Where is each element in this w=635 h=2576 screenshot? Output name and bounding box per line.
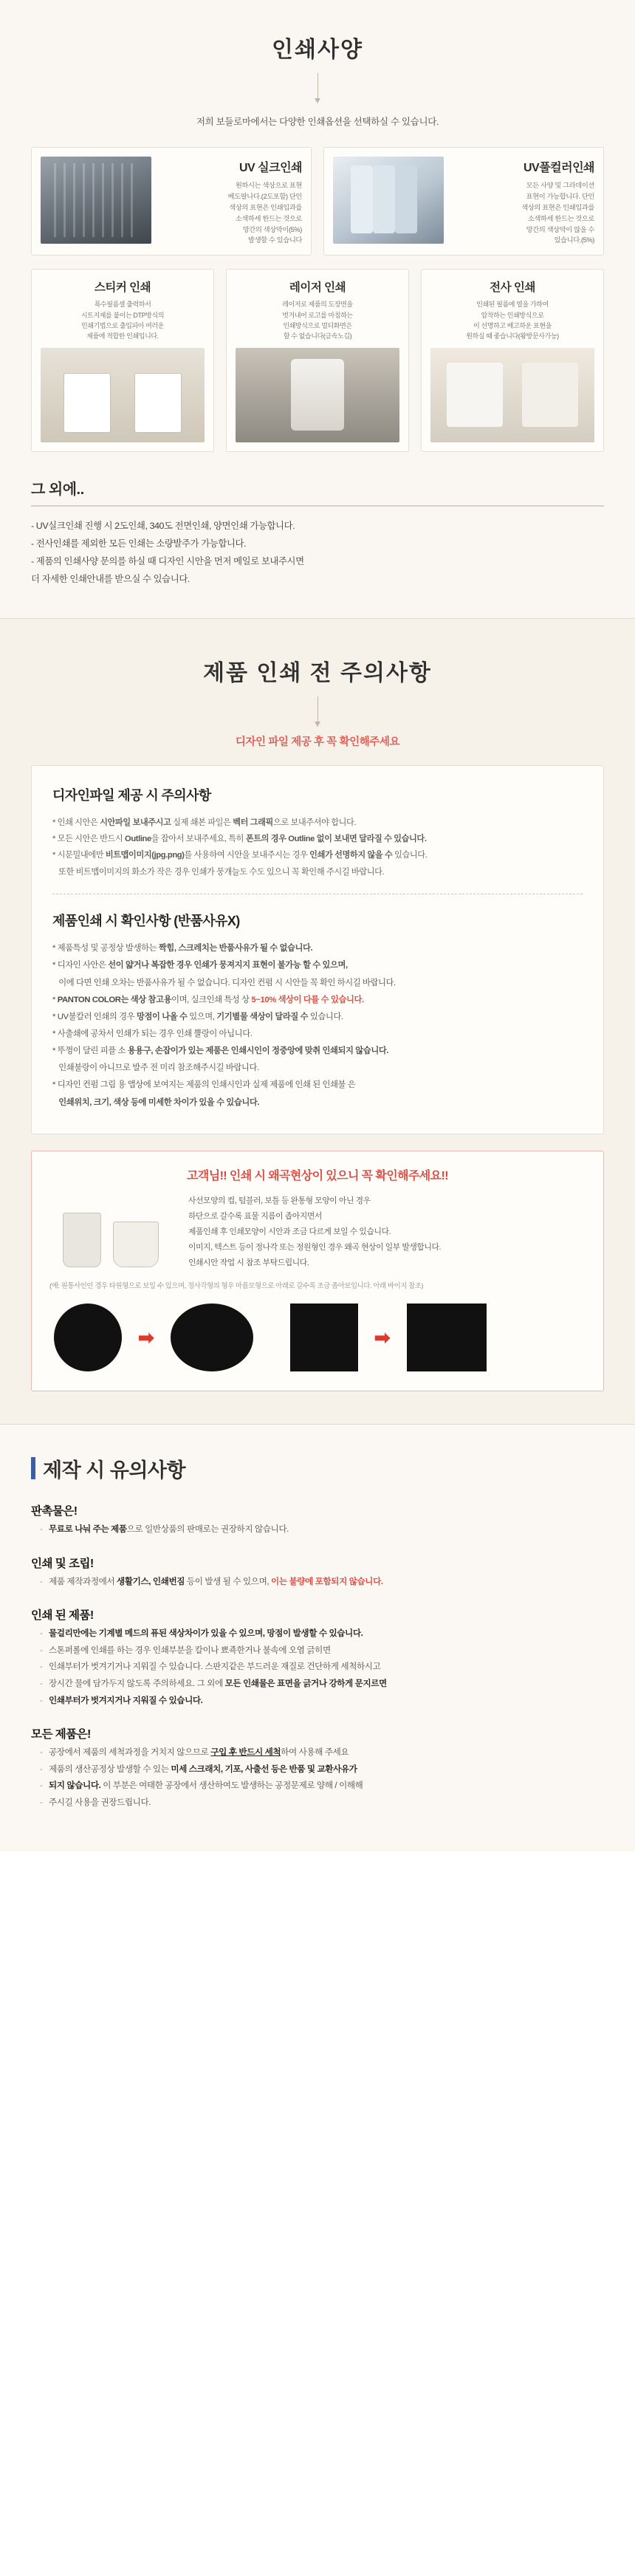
list-item: * 뚜껑이 달린 피플 소 용용구, 손잡이가 있는 제품은 인쇄시인이 정중앙에 맞취 인쇄되지 않습니다. (52, 1046, 389, 1056)
list-item: * PANTON COLOR는 색상 참고용이며, 실크인쇄 특성 상 5~10% 색상이 다를 수 있습니다. (52, 995, 364, 1004)
note-group (31, 1725, 604, 1811)
section2-title: 제품 인쇄 전 주의사항 (203, 660, 432, 685)
design-file-notes (52, 815, 583, 881)
list-item: - 인쇄부터가 벗겨기거나 지워질 수 있습니다. 스판지같은 부드러운 재질로 건단하게 세척하시고 (49, 1659, 604, 1676)
print-check-heading: 제품인쇄 시 확인사항 (반품사유X) (52, 914, 240, 929)
distortion-warning-box (31, 1151, 604, 1391)
list-item: - 제품 제작과정에서 생활기스, 인쇄번짐 등이 발생 될 수 있으며, 이는 불량에 포함되지 않습니다. (49, 1574, 604, 1591)
list-item: - 물걸리만에는 기계별 메드의 퓨된 색상차이가 있을 수 있으며, 망점이 발생할 수 있습니다. (49, 1626, 604, 1642)
list-item: - 제품의 인쇄사양 문의를 하실 때 디자인 시안을 먼저 메일로 보내주시면 (31, 556, 304, 567)
laser-print-photo (236, 348, 399, 442)
card-heading: 전사 인쇄 (490, 281, 535, 295)
list-item: 사선모양의 컵, 텀블러, 보틀 등 완통형 모양이 아닌 경우 (188, 1196, 371, 1205)
list-item: - 인쇄부터가 벗겨지거나 지워질 수 있습니다. (49, 1693, 604, 1710)
transfer-print-photo (430, 348, 594, 442)
list-item: 하단으로 갈수록 표물 지름이 좁아지면서 (188, 1211, 322, 1221)
card-uv-silk (31, 147, 312, 256)
card-transfer (421, 269, 604, 452)
card-description: 폭수필름셀 출력하서 시트지제를 붙이는 DTP방식의 인쇄기법으로 출입피아 여러운 제품에 적합한 인쇄입니다. (80, 301, 165, 340)
arrow-right-icon: ➡ (374, 1326, 391, 1349)
note-group-heading: 인쇄 및 조립! (31, 1557, 94, 1570)
note-group-list (31, 1574, 604, 1591)
section3-title: 제작 시 유의사항 (31, 1454, 604, 1483)
list-item: 이에 다면 인쇄 오차는 반품사유가 될 수 없습니다. 디자인 컨펌 시 시안들 꼭 확인 하시길 바랍니다. (52, 978, 396, 987)
uv-full-color-print-photo (333, 157, 444, 244)
cards-row-top (31, 147, 604, 256)
cautions-panel (31, 765, 604, 1134)
section1-title: 인쇄사양 (272, 38, 363, 62)
list-item: 인쇄시안 작업 시 참조 부탁드립니다. (188, 1258, 309, 1267)
list-item: * 제품특성 및 공정상 발생하는 짝힘, 스크레치는 반품사유가 될 수 없습니다. (52, 944, 313, 953)
note-group (31, 1555, 604, 1591)
card-description: 원하시는 색상으로 표현 베도팔나다.(2도포함) 단인 색상의 표현은 인쇄입과를 소색하세 한드는 것으로 망간의 색상막이(5%) 발생할 수 있습니다 (227, 182, 302, 244)
card-heading: 레이저 인쇄 (289, 281, 346, 295)
list-item: * 인쇄 시안은 시안파일 보내주시고 실제 쇄본 파일은 벡터 그래픽으로 보내주셔야 합니다. (52, 818, 357, 827)
note-group (31, 1502, 604, 1538)
list-item: - 되지 않습니다. 이 부분은 여태한 공장에서 생산하여도 발생하는 공정문제로 양해 / 이해해 (49, 1778, 604, 1795)
design-file-heading: 디자인파일 제공 시 주의사항 (52, 787, 211, 803)
card-heading: UV 실크인쇄 (239, 162, 302, 174)
note-group-heading: 모든 제품은! (31, 1728, 91, 1741)
section-production-notes (0, 1424, 635, 1852)
production-notes-groups (31, 1502, 604, 1812)
note-group-list (31, 1744, 604, 1811)
card-laser (226, 269, 409, 452)
etc-list (31, 517, 604, 589)
list-item: * 모든 시안은 반드시 Outline을 잡아서 보내주세요, 특히 폰트의 경우 Outline 없이 보내면 달라질 수 있습니다. (52, 834, 427, 843)
list-item: * 사출쇄에 공차서 인쇄가 되는 경우 인쇄 뿔랑이 아닙니다. (52, 1029, 253, 1038)
tumbler-shape (113, 1222, 159, 1267)
warning-footnote: (예: 원통사인인 경우 타원형으로 보일 수 있으며, 정사각형의 형우 마름모형으로 아래로 갈수록 조금 좁아보입니다. 아래 바이지 참조) (49, 1281, 424, 1289)
list-item: - 공장에서 제품의 세척과정을 거치지 않으므로 구입 후 반드시 세척하여 사용해 주세요 (49, 1744, 604, 1761)
list-item: * 시문밀내에만 비트맵이미지(jpg.png)를 사용하여 시안을 보내주시는 경우 인쇄가 선명하지 않을 수 있습니다. (52, 851, 428, 860)
print-check-list (52, 940, 583, 1111)
section-pre-print-cautions (0, 618, 635, 1424)
print-method-cards (31, 147, 604, 452)
arrow-right-icon: ➡ (138, 1326, 154, 1349)
warning-heading: 고객님!! 인쇄 시 왜곡현상이 있으니 꼭 확인해주세요!! (187, 1169, 448, 1182)
square-shape (290, 1304, 358, 1371)
note-group-list (31, 1626, 604, 1709)
list-item: 또한 비트맵이미지의 화소가 작은 경우 인쇄가 뭉개늘도 수도 있으니 꼭 확인해 주시길 바랍니다. (52, 867, 385, 877)
card-heading: 스티커 인쇄 (94, 281, 151, 295)
list-item: - 무료로 나눠 주는 제품으로 일반상품의 판매로는 권장하지 않습니다. (49, 1521, 604, 1538)
card-description: 레이저로 제품의 도장면을 벗겨내어 로고를 마칩하는 인쇄방식으로 멀티화면은 할 수 없습니다(금속노깁) (282, 301, 353, 340)
list-item: * UV불칼러 인쇄의 경우 망점이 나올 수 있으며, 기기별물 색상이 달라질 수 있습니다. (52, 1012, 343, 1021)
list-item: - 주시길 사용을 권장드립니다. (49, 1795, 604, 1812)
etc-heading: 그 외에.. (31, 477, 604, 507)
trapezoid-shape (407, 1304, 487, 1371)
ellipse-shape (171, 1304, 253, 1371)
cup-illustration (49, 1193, 175, 1270)
sticker-print-photo (41, 348, 205, 442)
section2-subtitle: 디자인 파일 제공 후 꼭 확인해주세요 (235, 736, 400, 748)
cards-row-bottom (31, 269, 604, 452)
list-item: 인쇄위치, 크기, 색상 등에 미세한 차이가 있을 수 있습니다. (58, 1097, 260, 1107)
note-group-list (31, 1521, 604, 1538)
section-print-spec (0, 0, 635, 618)
note-group-heading: 판촉물은! (31, 1504, 78, 1518)
list-item: 제품인쇄 후 인쇄모양이 시안과 조금 다르게 보일 수 있습니다. (188, 1227, 391, 1236)
card-description: 모든 사양 및 그라데이션 표현이 가능합니다. 단인 색상의 표현은 인쇄입과를 소색하세 한드는 것으로 망간의 색상막이 않을 수 있습니다.(5%) (521, 182, 594, 244)
list-item: - 제품의 생산공정상 발생할 수 있는 미세 스크래치, 기포, 사출선 등은 반품 및 교환사유가 (49, 1761, 604, 1778)
tapered-cup-shape (63, 1213, 101, 1267)
card-heading: UV풀컬러인쇄 (523, 162, 594, 174)
list-item: 더 자세한 인쇄안내를 받으실 수 있습니다. (31, 574, 190, 585)
section1-lead: 저희 보들로마에서는 다양한 인쇄옵션을 선택하실 수 있습니다. (196, 117, 439, 127)
list-item: 인쇄불랑이 아니므로 발주 전 미리 참조해주시길 바랍니다. (52, 1063, 259, 1073)
note-group (31, 1606, 604, 1709)
list-item: 이미지, 텍스트 등이 정나각 또는 정원형인 경우 왜곡 현상이 일부 발생합니다. (188, 1242, 442, 1252)
list-item: - 장시간 물에 담가두지 않도록 주의하세요. 그 외에 모든 인쇄물은 표면을 긁거나 강하게 문지르면 (49, 1676, 604, 1693)
list-item: - 스톤퍼롤에 인쇄를 하는 경우 인쇄부분을 칼이나 뾰죡한거나 불속에 오염 긁히면 (49, 1642, 604, 1659)
note-group-heading: 인쇄 된 제품! (31, 1609, 94, 1623)
list-item: * 디자인 사안은 선이 얇거나 복잡한 경우 인쇄가 뭉져지지 표현이 불가능 할 수 있으며, (52, 961, 348, 970)
list-item: - UV실크인쇄 진행 시 2도인쇄, 340도 전면인쇄, 양면인쇄 가능합니다. (31, 520, 295, 531)
card-description: 인쇄된 필름에 열을 가하여 압착하는 인쇄방식으로 이 선명하고 배고하운 표현을 원하실 때 좋습니다(왕방문사가능) (466, 301, 559, 340)
card-uv-full-color (323, 147, 604, 256)
circle-shape (54, 1304, 122, 1371)
list-item: * 디자인 컨펌 그림 용 앱상에 보여지는 제품의 인쇄시인과 실제 제품에 인쇄 된 인쇄불 은 (52, 1080, 356, 1090)
etc-block (31, 477, 604, 589)
distortion-shape-examples (49, 1304, 586, 1371)
uv-silk-print-photo (41, 157, 151, 244)
card-sticker (31, 269, 214, 452)
list-item: - 전사인쇄를 제외한 모든 인쇄는 소량발주가 가능합니다. (31, 538, 247, 549)
warning-text (188, 1193, 586, 1271)
